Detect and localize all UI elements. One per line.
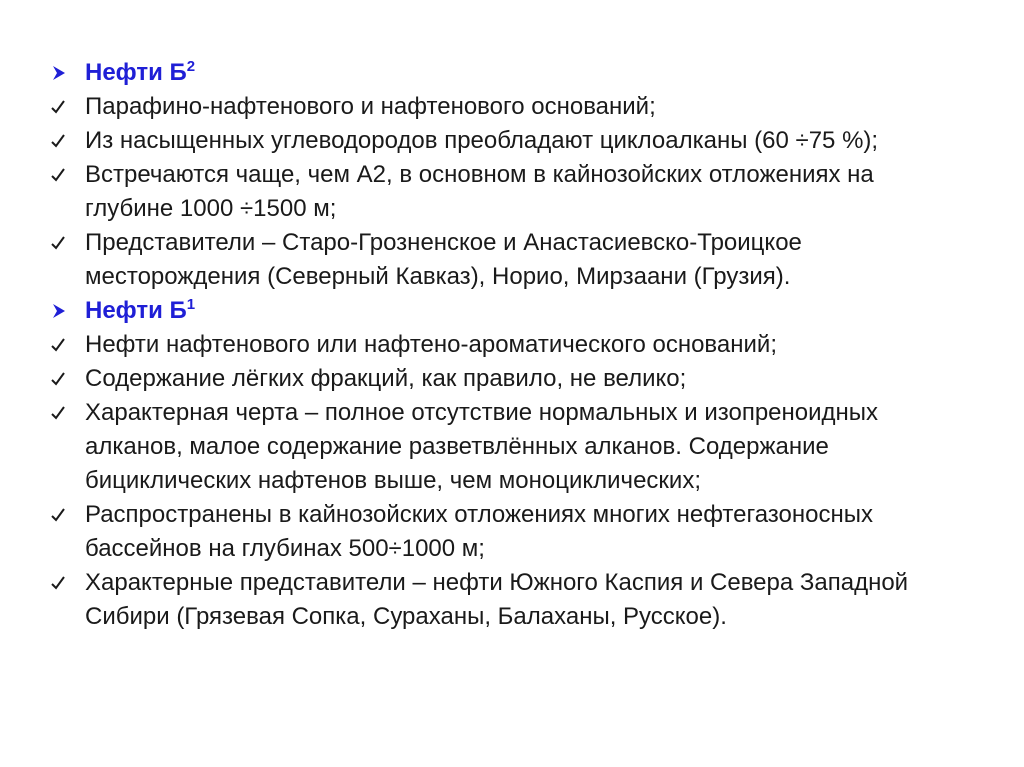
list-item-text: Нефти нафтенового или нафтено-ароматического оснований; (85, 331, 777, 358)
list-item (50, 124, 950, 158)
list-item-oil-b2-heading (50, 56, 950, 90)
list-item (50, 158, 950, 226)
list-item (50, 566, 950, 634)
list-item-oil-b1-heading (50, 294, 950, 328)
list-item-text: Встречаются чаще, чем А2, в основном в кайнозойских отложениях на глубине 1000 ÷1500 м; (85, 161, 874, 222)
list-item-text: Представители – Старо-Грозненское и Анастасиевско-Троицкое месторождения (Северный Кавказ), Норио, Мирзаани (Грузия). (85, 229, 802, 290)
list-item (50, 362, 950, 396)
arrow-bullet-icon (50, 56, 74, 90)
check-icon (50, 362, 74, 396)
check-icon (50, 396, 74, 430)
check-icon (50, 498, 74, 532)
list-item (50, 498, 950, 566)
list-item (50, 328, 950, 362)
list-item-text: Распространены в кайнозойских отложениях многих нефтегазоносных бассейнов на глубинах 500÷1000 м; (85, 501, 873, 562)
check-icon (50, 328, 74, 362)
list-item-text: Парафино-нафтенового и нафтенового оснований; (85, 93, 656, 120)
list-item-text: Характерная черта – полное отсутствие нормальных и изопреноидных алканов, малое содержание разветвлённых алканов. Содержание бициклических нафтенов выше, чем моноциклических; (85, 399, 879, 494)
check-icon (50, 90, 74, 124)
heading-text: Нефти $Б^2$ (85, 58, 196, 86)
bullet-list (50, 56, 950, 634)
list-item-text: Содержание лёгких фракций, как правило, не велико; (85, 365, 687, 392)
check-icon (50, 124, 74, 158)
list-item (50, 226, 950, 294)
check-icon (50, 226, 74, 260)
arrow-bullet-icon (50, 294, 74, 328)
list-item-text: Из насыщенных углеводородов преобладают циклоалканы (60 ÷75 %); (85, 127, 879, 154)
list-item-text: Характерные представители – нефти Южного Каспия и Севера Западной Сибири (Грязевая Сопка, Сураханы, Балаханы, Русское). (85, 569, 909, 630)
heading-text: Нефти $Б^1$ (85, 296, 196, 324)
check-icon (50, 158, 74, 192)
list-item (50, 90, 950, 124)
check-icon (50, 566, 74, 600)
list-item (50, 396, 950, 498)
